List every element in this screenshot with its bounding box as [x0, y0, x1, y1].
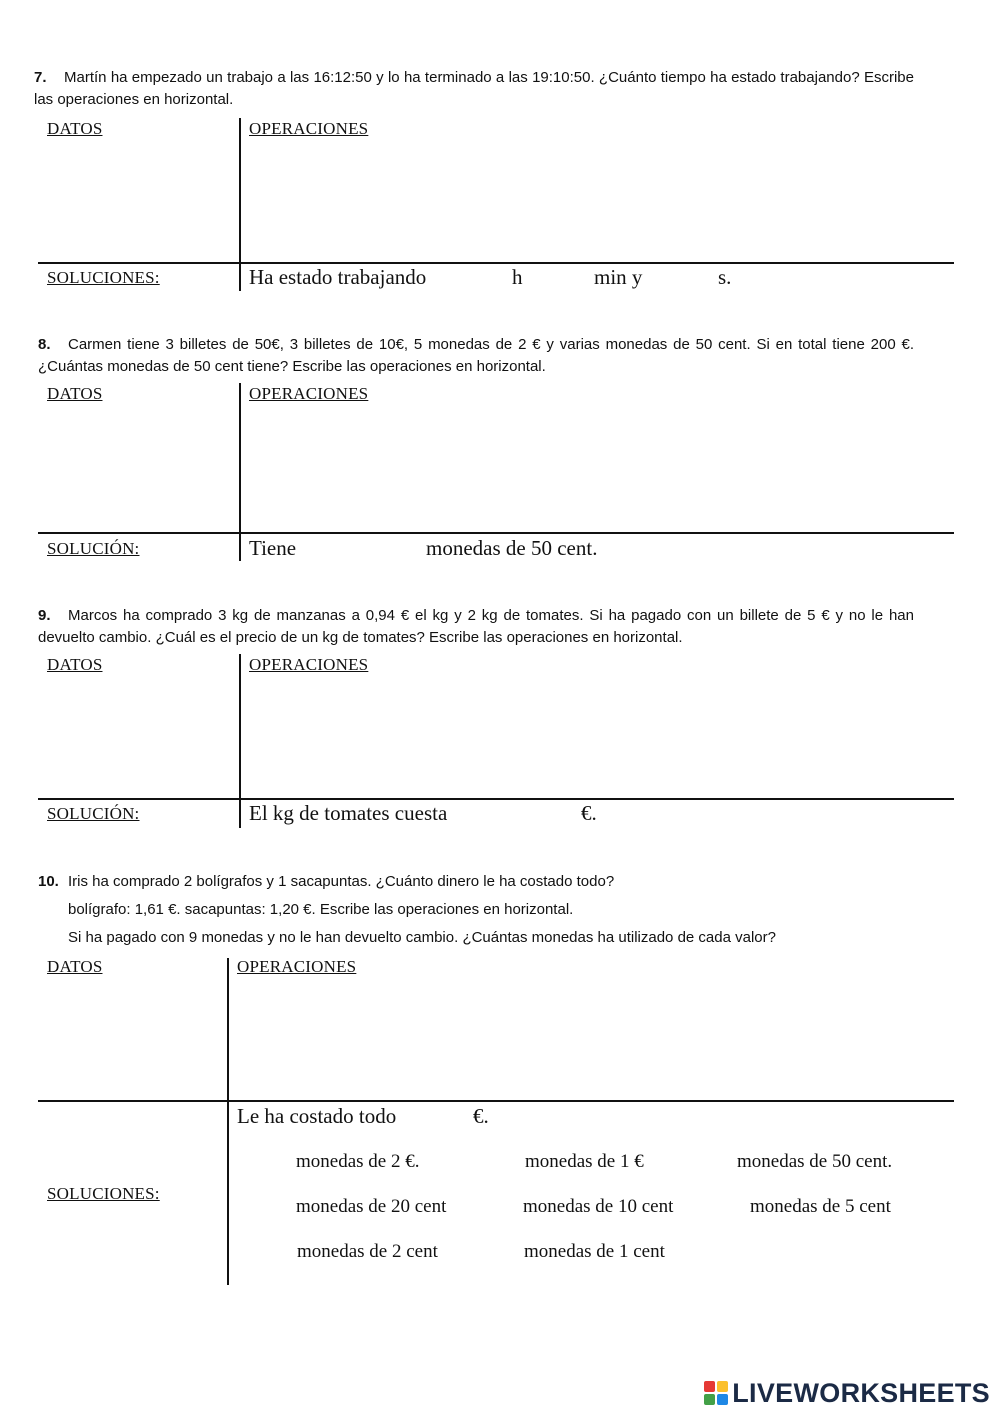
- datos-label: DATOS: [47, 957, 103, 976]
- brand-name: LIVEWORKSHEETS: [732, 1377, 990, 1408]
- solucion-label: SOLUCIÓN:: [47, 539, 140, 558]
- hours-unit: h: [512, 265, 523, 289]
- operaciones-label: OPERACIONES: [249, 384, 369, 403]
- solution-divider: [38, 1100, 954, 1102]
- coin-5-cent: monedas de 5 cent: [750, 1196, 891, 1217]
- solution-unit: €.: [581, 801, 597, 825]
- coin-1-cent: monedas de 1 cent: [524, 1241, 665, 1262]
- question-number: 7.: [34, 69, 47, 86]
- column-divider: [227, 958, 229, 1285]
- coin-2-cent: monedas de 2 cent: [297, 1241, 438, 1262]
- question-number: 9.: [38, 607, 51, 624]
- minutes-unit: min y: [594, 265, 643, 289]
- solution-divider: [38, 798, 954, 800]
- coin-50-cent: monedas de 50 cent.: [737, 1151, 893, 1172]
- coin-20-cent: monedas de 20 cent: [296, 1196, 447, 1217]
- soluciones-label: SOLUCIONES:: [47, 1184, 160, 1203]
- question-8-text: [38, 334, 914, 378]
- question-statement: Carmen tiene 3 billetes de 50€, 3 billetes de 10€, 5 monedas de 2 € y varias monedas de 50 cent. Si en total tiene 200 €. ¿Cuántas monedas de 50 cent tiene? Escribe las operaciones en horizontal.: [38, 336, 914, 375]
- coin-10-cent: monedas de 10 cent: [523, 1196, 674, 1217]
- datos-label: DATOS: [47, 655, 103, 674]
- column-divider: [239, 654, 241, 828]
- coin-1-euro: monedas de 1 €: [525, 1151, 644, 1172]
- operaciones-label: OPERACIONES: [249, 119, 369, 138]
- cost-unit: €.: [473, 1104, 489, 1128]
- seconds-unit: s.: [718, 265, 732, 289]
- question-number: 8.: [38, 336, 51, 353]
- column-divider: [239, 118, 241, 291]
- solution-unit: monedas de 50 cent.: [426, 536, 598, 560]
- logo-mark-icon: [704, 1381, 728, 1405]
- solution-text: Tiene: [249, 536, 297, 560]
- solution-text: El kg de tomates cuesta: [249, 801, 448, 825]
- solucion-label: SOLUCIÓN:: [47, 804, 140, 823]
- column-divider: [239, 383, 241, 561]
- datos-label: DATOS: [47, 384, 103, 403]
- operaciones-label: OPERACIONES: [237, 957, 357, 976]
- soluciones-label: SOLUCIONES:: [47, 268, 160, 287]
- question-7-text: [34, 67, 914, 111]
- question-9-text: [38, 605, 914, 649]
- solution-divider: [38, 262, 954, 264]
- liveworksheets-logo: [704, 1378, 990, 1408]
- question-statement: Iris ha comprado 2 bolígrafos y 1 sacapuntas. ¿Cuánto dinero le ha costado todo?: [68, 873, 615, 890]
- question-statement: Marcos ha comprado 3 kg de manzanas a 0,94 € el kg y 2 kg de tomates. Si ha pagado con un billete de 5 € y no le han devuelto cambio. ¿Cuál es el precio de un kg de tomates? Escribe las operaciones en horizontal.: [38, 607, 914, 646]
- question-10-text: [38, 871, 914, 955]
- operaciones-label: OPERACIONES: [249, 655, 369, 674]
- question-number: 10.: [38, 873, 59, 890]
- question-statement: Martín ha empezado un trabajo a las 16:12:50 y lo ha terminado a las 19:10:50. ¿Cuánto tiempo ha estado trabajando? Escribe las operaciones en horizontal.: [34, 69, 914, 108]
- solution-divider: [38, 532, 954, 534]
- question-coins: Si ha pagado con 9 monedas y no le han devuelto cambio. ¿Cuántas monedas ha utilizado de cada valor?: [68, 929, 776, 946]
- solution-text: Ha estado trabajando: [249, 265, 427, 289]
- question-prices: bolígrafo: 1,61 €. sacapuntas: 1,20 €. Escribe las operaciones en horizontal.: [68, 901, 574, 918]
- cost-text: Le ha costado todo: [237, 1104, 397, 1128]
- datos-label: DATOS: [47, 119, 103, 138]
- coin-2-euro: monedas de 2 €.: [296, 1151, 420, 1172]
